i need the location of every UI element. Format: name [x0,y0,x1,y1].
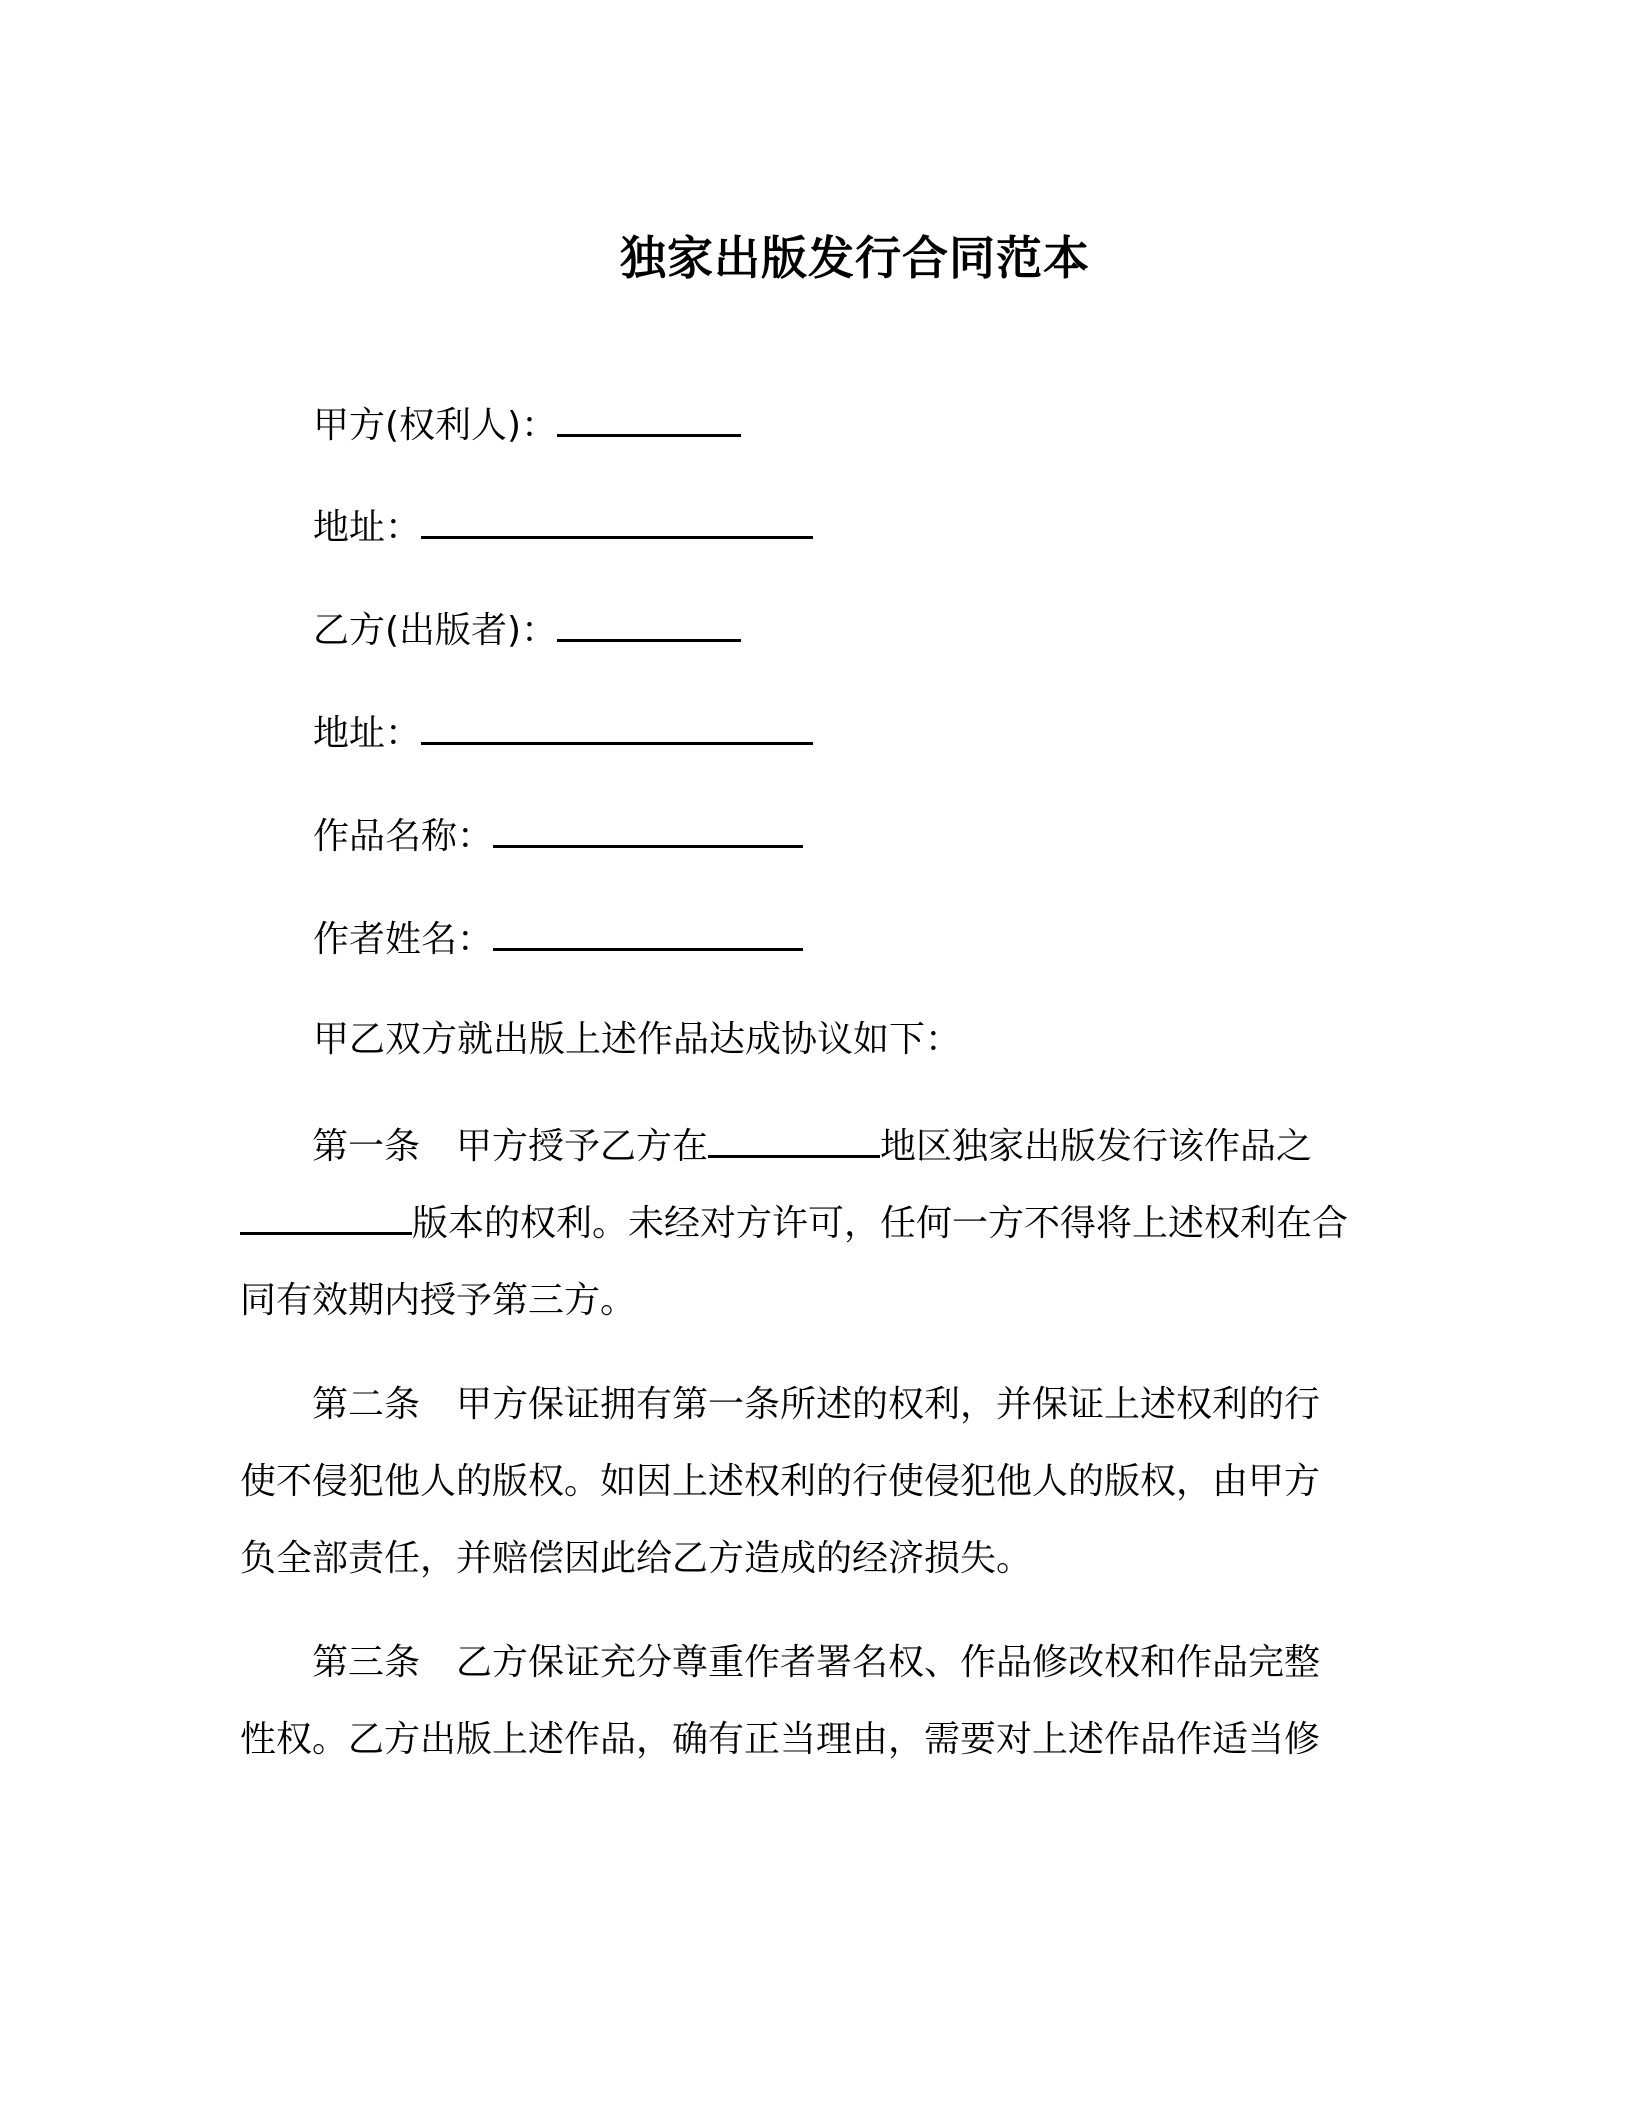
article-1-text-1: 甲方授予乙方在 [456,1126,709,1167]
article-3 [240,1624,1355,1778]
party-b-field [313,603,741,656]
work-title-label: 作品名称： [313,816,494,857]
article-2 [240,1366,1355,1597]
article-1 [240,1108,1355,1339]
article-3-text: 乙方保证充分尊重作者署名权、作品修改权和作品完整性权。乙方出版上述作品，确有正当理由，需要对上述作品作适当修 [240,1642,1321,1760]
article-1-text-2: 地区独家出版发行该作品之 [880,1126,1313,1167]
intro-text: 甲乙双方就出版上述作品达成协议如下： [313,1019,962,1060]
party-a-address-label: 地址： [313,507,422,548]
article-3-number: 第三条 [312,1642,421,1683]
author-name-field [313,912,803,965]
party-b-address-field [313,706,813,759]
article-2-text: 甲方保证拥有第一条所述的权利，并保证上述权利的行使不侵犯他人的版权。如因上述权利的行使侵犯他人的版权，由甲方负全部责任，并赔偿因此给乙方造成的经济损失。 [240,1384,1321,1579]
party-b-label: 乙方(出版者)： [313,610,558,651]
edition-blank[interactable] [240,1196,412,1235]
party-a-address-blank[interactable] [421,500,813,539]
work-title-blank[interactable] [493,809,803,848]
author-name-label: 作者姓名： [313,919,494,960]
article-2-number: 第二条 [312,1384,421,1425]
work-title-field [313,809,803,862]
party-a-label: 甲方(权利人)： [313,405,558,446]
party-a-blank[interactable] [557,398,741,437]
article-1-text-3: 版本的权利。未经对方许可，任何一方不得将上述权利在合同有效期内授予第三方。 [240,1203,1349,1321]
page-title: 独家出版发行合同范本 [620,231,1090,285]
party-b-address-blank[interactable] [421,706,813,745]
author-name-blank[interactable] [493,912,803,951]
region-blank[interactable] [708,1119,880,1158]
party-b-address-label: 地址： [313,713,422,754]
party-a-field [313,398,741,451]
article-1-number: 第一条 [312,1126,421,1167]
party-b-blank[interactable] [557,603,741,642]
party-a-address-field [313,500,813,553]
